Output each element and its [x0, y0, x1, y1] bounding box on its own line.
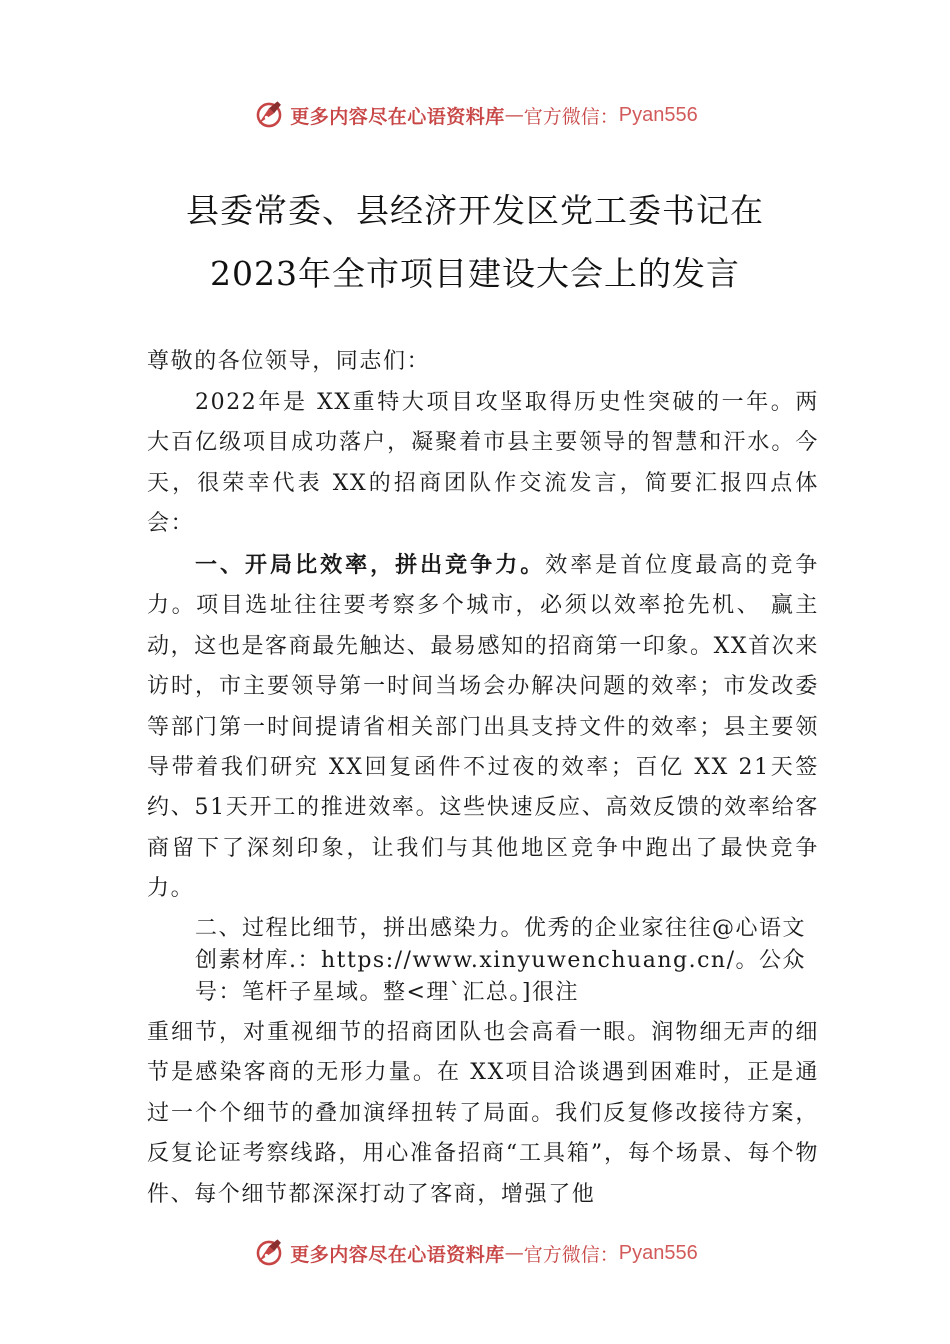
salutation: 尊敬的各位领导，同志们：: [147, 349, 431, 374]
banner-wechat-id: Pyan556: [618, 103, 698, 126]
banner-wechat-label: 官方微信：: [523, 1243, 619, 1266]
intro-paragraph: 2022年是 XX重特大项目攻坚取得历史性突破的一年。两大百亿级项目成功落户，凝聚着市县主要领导的智慧和汗水。今天，很荣幸代表 XX的招商团队作交流发言，简要汇报四点体会：: [147, 390, 819, 537]
section-1-body: 效率是首位度最高的竞争力。项目选址往往要考察多个城市，必须以效率抢先机、 赢主动，这也是客商最先触达、最易感知的招商第一印象。XX首次来访时，市主要领导第一时间当场会办解决问题的效率；市发改委等部门第一时间提请省相关部门出具支持文件的效率；县主要领导带着我们研究 XX回复函件不过夜的效率；百亿 XX 21天签约、51天开工的推进效率。这些快速反应、高效反馈的效率给客商留下了深刻印象，让我们与其他地区竞争中跑出了最快竞争力。: [147, 553, 819, 902]
banner-slogan: 更多内容尽在心语资料库: [290, 105, 505, 128]
document-title-line-1: 县委常委、县经济开发区党工委书记在: [186, 191, 764, 230]
section-2-body: 重细节，对重视细节的招商团队也会高看一眼。润物细无声的细节是感染客商的无形力量。在 XX项目洽谈遇到困难时，正是通过一个个细节的叠加演绎扭转了局面。我们反复修改接待方案，反复论证考察线路，用心准备招商“工具箱”，每个场景、每个物件、每个细节都深深打动了客商，增强了他: [147, 1020, 819, 1207]
banner-wechat-label: 官方微信：: [523, 105, 619, 128]
banner-wechat-id: Pyan556: [618, 1241, 698, 1264]
pen-nib-logo-icon: [252, 1236, 286, 1270]
banner-separator: —: [504, 104, 524, 126]
section-1-paragraph: [147, 546, 819, 910]
section-1-heading: 一、开局比效率，拼出竞争力。: [195, 553, 546, 578]
document-title-line-2: 2023年全市项目建设大会上的发言: [210, 254, 740, 293]
footer-watermark-banner: [0, 1233, 950, 1273]
header-watermark-banner: [0, 95, 950, 135]
pen-nib-logo-icon: [252, 98, 286, 132]
section-2-inset-text: 二、过程比细节，拼出感染力。优秀的企业家往往@心语文创素材库.：https://www.xinyuwenchuang.cn/。公众号：笔杆子星域。整<理`汇总。]很注: [195, 916, 807, 1005]
banner-slogan: 更多内容尽在心语资料库: [290, 1243, 505, 1266]
banner-separator: —: [504, 1242, 524, 1264]
